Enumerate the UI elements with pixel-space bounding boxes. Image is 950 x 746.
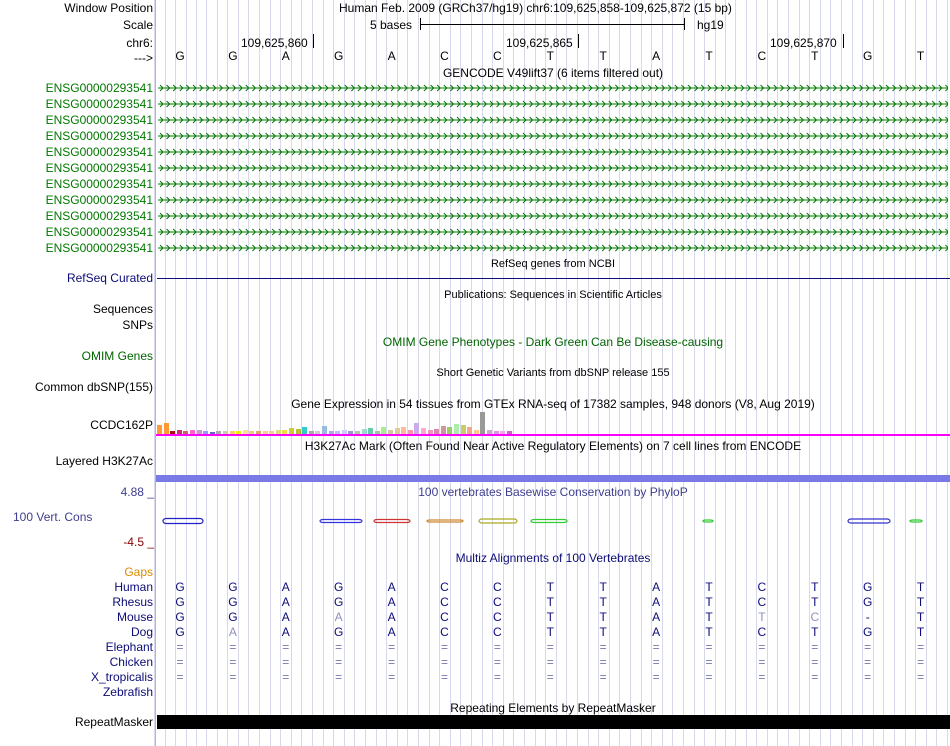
repeatmasker-track-title[interactable]: Repeating Elements by RepeatMasker — [450, 701, 656, 715]
gencode-track-title[interactable]: GENCODE V49lift37 (6 items filtered out) — [442, 66, 664, 80]
phylop-min-label: -4.5 _ — [123, 535, 154, 549]
alignment-base: T — [546, 610, 554, 624]
chromosome-label: chr6: — [126, 36, 153, 50]
reference-base: T — [599, 49, 607, 63]
alignment-base: = — [599, 670, 607, 684]
species-label[interactable]: Dog — [130, 625, 153, 639]
window-position-label: Window Position — [64, 1, 153, 15]
reference-base: G — [228, 49, 238, 63]
alignment-base: = — [335, 640, 343, 654]
alignment-base: = — [335, 655, 343, 669]
alignment-base: G — [228, 595, 238, 609]
species-label[interactable]: Chicken — [109, 655, 153, 669]
alignment-base: = — [758, 640, 766, 654]
reference-base: A — [652, 49, 661, 63]
alignment-base: T — [758, 610, 766, 624]
phylop-max-label: 4.88 _ — [120, 485, 154, 499]
reference-base: A — [387, 49, 396, 63]
species-label[interactable]: Rhesus — [112, 595, 153, 609]
alignment-base: = — [811, 670, 819, 684]
reference-base: G — [175, 49, 185, 63]
phylop-score-mark[interactable] — [848, 519, 890, 523]
coord-label-3: 109,625,870 — [770, 36, 837, 50]
alignment-base: = — [652, 670, 660, 684]
coord-label-1: 109,625,860 — [241, 36, 308, 50]
alignment-base: A — [652, 625, 661, 639]
alignment-base: = — [652, 655, 660, 669]
alignment-base: T — [811, 625, 819, 639]
publications-track-title[interactable]: Publications: Sequences in Scientific Articles — [444, 289, 662, 301]
gaps-label: Gaps — [124, 565, 153, 579]
alignment-base: = — [388, 655, 396, 669]
alignment-base: = — [493, 670, 501, 684]
window-position-value: Human Feb. 2009 (GRCh37/hg19) chr6:109,625,858-109,625,872 (15 bp) — [339, 1, 732, 15]
alignment-base: A — [652, 610, 661, 624]
alignment-base: = — [282, 655, 290, 669]
scale-value: 5 bases — [370, 18, 413, 32]
alignment-base: C — [757, 595, 767, 609]
alignment-base: = — [229, 640, 237, 654]
alignment-base: = — [546, 670, 554, 684]
alignment-base: A — [387, 625, 396, 639]
species-label[interactable]: Elephant — [105, 640, 153, 654]
alignment-base: = — [811, 640, 819, 654]
alignment-base: = — [917, 670, 925, 684]
species-label[interactable]: Zebrafish — [102, 685, 153, 699]
alignment-base: = — [440, 640, 448, 654]
reference-base: T — [811, 49, 819, 63]
alignment-base: = — [864, 655, 872, 669]
phylop-track-title[interactable]: 100 vertebrates Basewise Conservation by PhyloP — [418, 485, 688, 499]
alignment-base: T — [916, 625, 925, 639]
alignment-base: = — [176, 640, 184, 654]
omim-track-title[interactable]: OMIM Gene Phenotypes - Dark Green Can Be Disease-causing — [382, 335, 724, 349]
alignment-base: G — [863, 625, 873, 639]
alignment-base: A — [334, 610, 343, 624]
reference-base: C — [493, 49, 502, 63]
coord-label-2: 109,625,865 — [506, 36, 573, 50]
alignment-base: = — [917, 655, 925, 669]
phylop-score-mark[interactable] — [163, 519, 203, 524]
repeatmasker-track-label[interactable]: RepeatMasker — [74, 715, 153, 729]
gencode-item-label[interactable]: ENSG00000293541 — [45, 145, 153, 159]
alignment-base: = — [546, 655, 554, 669]
gencode-item-label[interactable]: ENSG00000293541 — [45, 225, 153, 239]
phylop-score-mark[interactable] — [320, 520, 362, 523]
alignment-base: = — [176, 655, 184, 669]
alignment-base: T — [546, 595, 554, 609]
alignment-base: T — [705, 610, 713, 624]
alignment-base: A — [281, 610, 290, 624]
alignment-base: C — [440, 625, 449, 639]
alignment-base: A — [387, 595, 396, 609]
alignment-base: C — [493, 625, 502, 639]
alignment-base: = — [388, 640, 396, 654]
dbsnp-track-label[interactable]: Common dbSNP(155) — [34, 380, 153, 394]
alignment-base: = — [758, 670, 766, 684]
alignment-base: G — [175, 580, 185, 594]
alignment-base: C — [493, 610, 502, 624]
reference-base: C — [440, 49, 449, 63]
alignment-base: A — [228, 625, 237, 639]
alignment-base: = — [705, 670, 713, 684]
reference-base: C — [757, 49, 767, 63]
alignment-base: A — [387, 580, 396, 594]
gencode-item-label[interactable]: ENSG00000293541 — [45, 97, 153, 111]
alignment-base: = — [282, 640, 290, 654]
gencode-item-label[interactable]: ENSG00000293541 — [45, 177, 153, 191]
alignment-base: T — [705, 580, 713, 594]
reference-base: G — [863, 49, 873, 63]
gencode-item-label[interactable]: ENSG00000293541 — [45, 81, 153, 95]
alignment-base: C — [493, 595, 502, 609]
alignment-base: G — [334, 625, 344, 639]
gencode-item-label[interactable]: ENSG00000293541 — [45, 193, 153, 207]
phylop-track-label[interactable]: 100 Vert. Cons — [13, 510, 93, 524]
alignment-base: C — [493, 580, 502, 594]
alignment-base: T — [916, 610, 925, 624]
phylop-score-mark[interactable] — [427, 520, 463, 522]
alignment-base: = — [229, 655, 237, 669]
alignment-base: = — [705, 655, 713, 669]
alignment-base: = — [599, 640, 607, 654]
alignment-base: C — [810, 610, 820, 624]
gencode-item-label[interactable]: ENSG00000293541 — [45, 209, 153, 223]
alignment-base: A — [281, 580, 290, 594]
alignment-base: A — [281, 625, 290, 639]
alignment-base: G — [334, 580, 344, 594]
alignment-base: G — [228, 580, 238, 594]
alignment-base: - — [865, 610, 870, 624]
species-label[interactable]: X_tropicalis — [90, 670, 153, 684]
alignment-base: = — [335, 670, 343, 684]
alignment-base: A — [652, 595, 661, 609]
alignment-base: T — [599, 625, 607, 639]
species-label[interactable]: Mouse — [116, 610, 153, 624]
alignment-base: T — [916, 580, 925, 594]
dbsnp-track-title[interactable]: Short Genetic Variants from dbSNP release 155 — [436, 367, 670, 379]
refseq-track-title[interactable]: RefSeq genes from NCBI — [490, 258, 616, 270]
alignment-base: = — [758, 655, 766, 669]
alignment-base: C — [757, 580, 767, 594]
alignment-base: = — [440, 670, 448, 684]
alignment-base: T — [599, 595, 607, 609]
alignment-base: A — [281, 595, 290, 609]
phylop-score-mark[interactable] — [703, 520, 713, 522]
alignment-base: T — [546, 580, 554, 594]
reference-base: T — [546, 49, 554, 63]
alignment-base: C — [440, 595, 449, 609]
h3k27ac-track-title[interactable]: H3K27Ac Mark (Often Found Near Active Regulatory Elements) on 7 cell lines from ENCODE — [304, 439, 802, 453]
gencode-item-label[interactable]: ENSG00000293541 — [45, 241, 153, 255]
reference-base: T — [705, 49, 713, 63]
gencode-item-label[interactable]: ENSG00000293541 — [45, 161, 153, 175]
strand-label: ---> — [134, 51, 153, 65]
snps-track-label[interactable]: SNPs — [122, 318, 153, 332]
alignment-base: = — [176, 670, 184, 684]
alignment-base: T — [811, 580, 819, 594]
scale-label: Scale — [122, 18, 153, 32]
alignment-base: C — [440, 610, 449, 624]
alignment-base: T — [916, 595, 925, 609]
alignment-base: = — [493, 655, 501, 669]
reference-base: G — [334, 49, 344, 63]
alignment-base: = — [440, 655, 448, 669]
alignment-base: G — [175, 625, 185, 639]
alignment-base: = — [388, 670, 396, 684]
reference-base: T — [916, 49, 925, 63]
alignment-base: T — [705, 595, 713, 609]
alignment-base: G — [175, 595, 185, 609]
alignment-base: = — [599, 655, 607, 669]
alignment-base: = — [917, 640, 925, 654]
h3k27ac-track-label[interactable]: Layered H3K27Ac — [55, 454, 153, 468]
phylop-score-mark[interactable] — [531, 520, 567, 523]
alignment-base: = — [864, 640, 872, 654]
alignment-base: C — [757, 625, 767, 639]
multiz-track-title[interactable]: Multiz Alignments of 100 Vertebrates — [455, 551, 651, 565]
alignment-base: A — [652, 580, 661, 594]
alignment-base: = — [493, 640, 501, 654]
reference-base: A — [281, 49, 290, 63]
alignment-base: G — [175, 610, 185, 624]
refseq-track-label[interactable]: RefSeq Curated — [66, 271, 153, 285]
alignment-base: A — [387, 610, 396, 624]
alignment-base: = — [229, 670, 237, 684]
phylop-score-mark[interactable] — [910, 520, 922, 522]
alignment-base: C — [440, 580, 449, 594]
gencode-item-label[interactable]: ENSG00000293541 — [45, 113, 153, 127]
gtex-gene-label[interactable]: CCDC162P — [90, 418, 153, 432]
alignment-base: = — [546, 640, 554, 654]
alignment-base: = — [811, 655, 819, 669]
alignment-base: G — [334, 595, 344, 609]
species-label[interactable]: Human — [114, 580, 153, 594]
alignment-base: T — [599, 610, 607, 624]
alignment-base: G — [228, 610, 238, 624]
gtex-track-title[interactable]: Gene Expression in 54 tissues from GTEx RNA-seq of 17382 samples, 948 donors (V8, Aug 2019) — [291, 397, 815, 411]
alignment-base: = — [864, 670, 872, 684]
assembly-label: hg19 — [697, 18, 724, 32]
alignment-base: = — [282, 670, 290, 684]
gencode-item-label[interactable]: ENSG00000293541 — [45, 129, 153, 143]
alignment-base: T — [546, 625, 554, 639]
phylop-score-mark[interactable] — [479, 519, 517, 523]
alignment-base: = — [652, 640, 660, 654]
alignment-base: T — [705, 625, 713, 639]
alignment-base: G — [863, 580, 873, 594]
sequences-track-label[interactable]: Sequences — [92, 302, 153, 316]
alignment-base: T — [599, 580, 607, 594]
alignment-base: = — [705, 640, 713, 654]
phylop-score-mark[interactable] — [374, 520, 410, 523]
omim-track-label[interactable]: OMIM Genes — [81, 349, 153, 363]
alignment-base: T — [811, 595, 819, 609]
alignment-base: G — [863, 595, 873, 609]
